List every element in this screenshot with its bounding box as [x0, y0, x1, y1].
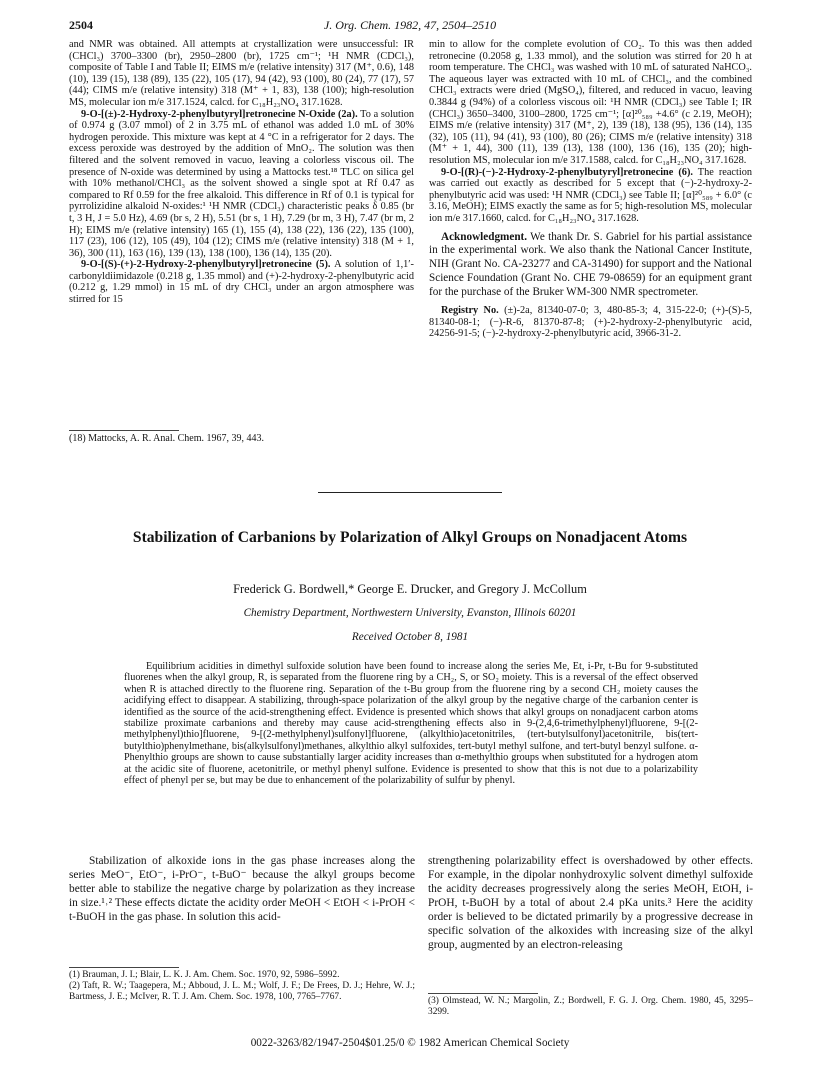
acknowledgment [429, 231, 752, 301]
article-title: Stabilization of Carbanions by Polarization of Alkyl Groups on Nonadjacent Atoms [132, 529, 688, 546]
experimental-paragraph: min to allow for the complete evolution of CO₂. To this was then added retronecine (0.2058 g, 1.33 mmol), and the solution was stirred for 20 h at room temperature. The CHCl₃ was washed with 10 mL of saturated NaHCO₃. The aqueous layer was extracted with 10 mL of CHCl₃, and the combined CHCl₃ extracts were dried (MgSO₄), filtered, and reduced in vacuo, leaving 0.3844 g (94%) of a colorless viscous oil: ¹H NMR (CDCl₃) see Table I; IR (CHCl₃) 3650–3400, 3100–2800, 1725 cm⁻¹; [α]²⁰₅₈₉ +4.6° (c 2.19, MeOH); EIMS m/e (relative intensity) 317 (M⁺, 2), 139 (18), 138 (95), 136 (14), 135 (32), 105 (11), 94 (41), 93 (100), 80 (26); CIMS m/e (relative intensity) 318 (M⁺ + 1, 44), 300 (11), 139 (13), 138 (100), 136 (16), 135 (20); high-resolution MS, molecular ion m/e 317.1588, calcd. for C₁₈H₂₃NO₄ 317.1628. [429, 39, 752, 166]
footnote-2: (2) Taft, R. W.; Taagepera, M.; Abboud, J. L. M.; Wolf, J. F.; De Frees, D. J.; Hehre, W. J.; Bartmess, J. E.; McIver, R. T. J. Am. Chem. Soc. 1978, 100, 7765–7767. [69, 981, 415, 1002]
paragraph-text: To a solution of 0.974 g (3.07 mmol) of 2 in 3.75 mL of ethanol was added 1.0 mL of 30% hydrogen peroxide. This mixture was kept at 4 °C in a refrigerator for 2 days. The excess peroxide was destroyed by the addition of MnO₂. The solution was then filtered and the solvent removed in vacuo, leaving a colorless viscous oil. The presence of N-oxide was determined by using a Mattocks test.¹⁸ TLC on silica gel with 10% methanol/CHCl₃ as the solvent showed a single spot at Rf 0.47 as compared to Rf 0.59 for the free alkaloid. This difference in Rf of 0.1 is typical for pyrrolizidine alkaloid N-oxides:¹ ¹H NMR (CDCl₃) characteristic peaks δ 0.85 (br t, 3 H, J = 5.0 Hz), 4.69 (br s, 2 H), 5.51 (br s, 1 H), 7.29 (br m, 3 H), 7.47 (br m, 2 H); EIMS m/e (relative intensity) 165 (1), 155 (4), 138 (22), 136 (22), 135 (100), 117 (23), 106 (12), 105 (49), 104 (12); CIMS m/e (relative intensity) 318 (M + 1, 36), 300 (11), 163 (16), 139 (13), 138 (100), 136 (14), 135 (20). [69, 108, 414, 259]
compound-heading: 9-O-[(±)-2-Hydroxy-2-phenylbutyryl]retronecine N-Oxide (2a). [81, 108, 358, 120]
footnote-1: (1) Brauman, J. I.; Blair, L. K. J. Am. Chem. Soc. 1970, 92, 5986–5992. [69, 970, 340, 980]
page-number: 2504 [69, 18, 93, 32]
copyright-line: 0022-3263/82/1947-2504$01.25/0 © 1982 American Chemical Society [250, 1037, 570, 1049]
acknowledgment-text: We thank Dr. S. Gabriel for his partial assistance in the experimental work. We also thank the National Cancer Institute, NIH (Grant No. CA-23277 and CA-31490) for support and the National Science Foundation (Grant No. CHE 79-08659) for an equipment grant for the purchase of the Bruker WM-300 NMR spectrometer. [429, 230, 752, 299]
compound-heading: 9-O-[(S)-(+)-2-Hydroxy-2-phenylbutyryl]retronecine (5). [81, 259, 331, 271]
intro-paragraph-right: strengthening polarizability effect is overshadowed by other effects. For example, in the dipolar nonhydroxylic solvent dimethyl sulfoxide the acidity decreases progressively along the series MeOH, EtOH, i-PrOH, t-BuOH by a total of about 2.4 pKa units.³ Here the acidity order is believed to be dictated primarily by a progressive decrease in specific solvation of the alkoxides with increasing size of the alkyl group, augmented by an electron-releasing [428, 855, 753, 951]
compound-heading: 9-O-[(R)-(−)-2-Hydroxy-2-phenylbutyryl]retronecine (6). [441, 166, 693, 178]
experimental-paragraph [69, 259, 414, 305]
footnote-rule [428, 993, 538, 994]
received-date: Received October 8, 1981 [351, 631, 469, 643]
journal-citation: J. Org. Chem. 1982, 47, 2504–2510 [323, 18, 497, 32]
abstract: Equilibrium acidities in dimethyl sulfoxide solution have been found to increase along the series Me, Et, i-Pr, t-Bu for 9-substituted fluorenes when the alkyl group, R, is separated from the fluorene ring by a CH₂, S, or SO₂ moiety. This is a reversal of the effect observed when R is attached directly to the fluorene ring. Separation of the t-Bu group from the fluorene ring by a second CH₂ moiety causes the acidifying effect to disappear. A stabilizing, through-space polarization of the alkyl group by the negative charge of the carbanion center is identified as the source of the acid-strengthening effect. Evidence is presented which shows that alkyl groups on nonadjacent carbon atoms stabilize proximate carbanions and thereby may cause acid-strengthening effects also in 9-(2,4,6-trimethylphenyl)fluorene, 9-[(2-methylphenyl)thio]fluorene, 9-[(2-methylphenyl)sulfonyl]fluorene, (alkylthio)acetonitriles, (tert-butylsulfonyl)acetonitrile, bis(tert-butylthio)phenylmethane, bis(alkylsulfonyl)methanes, alkylthio alkyl sulfoxides, tert-butyl methyl sulfone, and tert-butyl benzyl sulfone. α-Phenylthio groups are shown to cause substantially larger acidity increases than α-methylthio groups when substituted for a hydrogen atom at the acidic site of fluorene, acetonitrile, or methyl phenyl sulfone. Evidence is presented to show that this is not due to a polarizability effect of phenyl per se, but may be due to enhancement of the polarizability of sulfur by phenyl. [124, 661, 698, 787]
paragraph-text: A solution of 1,1′-carbonyldiimidazole (0.218 g, 1.35 mmol) and (+)-2-hydroxy-2-phenylbutyric acid (0.212 g, 1.29 mmol) in 15 mL of dry CHCl₃ under an argon atmosphere was stirred for 15 [69, 259, 414, 306]
left-column [69, 39, 414, 414]
footnote-3: (3) Olmstead, W. N.; Margolin, Z.; Bordwell, F. G. J. Org. Chem. 1980, 45, 3295–3299. [428, 996, 753, 1017]
acknowledgment-heading: Acknowledgment. [441, 230, 528, 243]
paragraph-text: The reaction was carried out exactly as described for 5 except that (−)-2-hydroxy-2-phenylbutyric acid was used: ¹H NMR (CDCl₃) see Table II; [α]²⁰₅₈₉ + 6.0° (c 3.16, MeOH); EIMS exactly the same as for 5; high-resolution MS, molecular ion m/e 317.1660, calcd. for C₁₈H₂₃NO₄ 317.1628. [429, 166, 752, 224]
right-column [429, 39, 752, 439]
footnote-rule [69, 430, 179, 431]
footnote-18: (18) Mattocks, A. R. Anal. Chem. 1967, 39, 443. [69, 433, 264, 444]
experimental-paragraph [69, 109, 414, 260]
registry-text: (±)-2a, 81340-07-0; 3, 480-85-3; 4, 315-22-0; (+)-(S)-5, 81340-08-1; (−)-R-6, 81370-87-8; (+)-2-hydroxy-2-phenylbutyric acid, 24256-91-5; (−)-2-hydroxy-2-phenylbutyric acid, 3966-31-2. [429, 305, 752, 340]
registry-heading: Registry No. [441, 305, 499, 317]
intro-paragraph-left: Stabilization of alkoxide ions in the gas phase increases along the series MeO⁻, EtO⁻, i-PrO⁻, t-BuO⁻ because the alkyl groups become better able to stabilize the negative charge by polarization as they increase in size.¹˒² These effects dictate the acidity order MeOH < EtOH < i-PrOH < t-BuOH in the gas phase. In solution this acid- [69, 855, 415, 923]
footnote-rule [69, 967, 179, 968]
registry-numbers [429, 305, 752, 340]
experimental-paragraph: and NMR was obtained. All attempts at crystallization were unsuccessful: IR (CHCl₃) 3700–3300 (br), 2950–2800 (br), 1725 cm⁻¹; ¹H NMR (CDCl₃), composite of Table I and Table II; EIMS m/e (relative intensity) 317 (M⁺, 0.6), 148 (10), 139 (15), 138 (89), 135 (22), 105 (17), 94 (42), 93 (100), 80 (24), 77 (17), 57 (44); CIMS m/e (relative intensity) 318 (M⁺ + 1, 83), 138 (100); high-resolution MS, molecular ion m/e 317.1524, calcd. for C₁₈H₂₃NO₄ 317.1628. [69, 39, 414, 108]
experimental-paragraph [429, 167, 752, 225]
article-separator [318, 492, 502, 493]
affiliation: Chemistry Department, Northwestern University, Evanston, Illinois 60201 [243, 607, 577, 619]
authors: Frederick G. Bordwell,* George E. Drucker, and Gregory J. McCollum [233, 582, 587, 596]
